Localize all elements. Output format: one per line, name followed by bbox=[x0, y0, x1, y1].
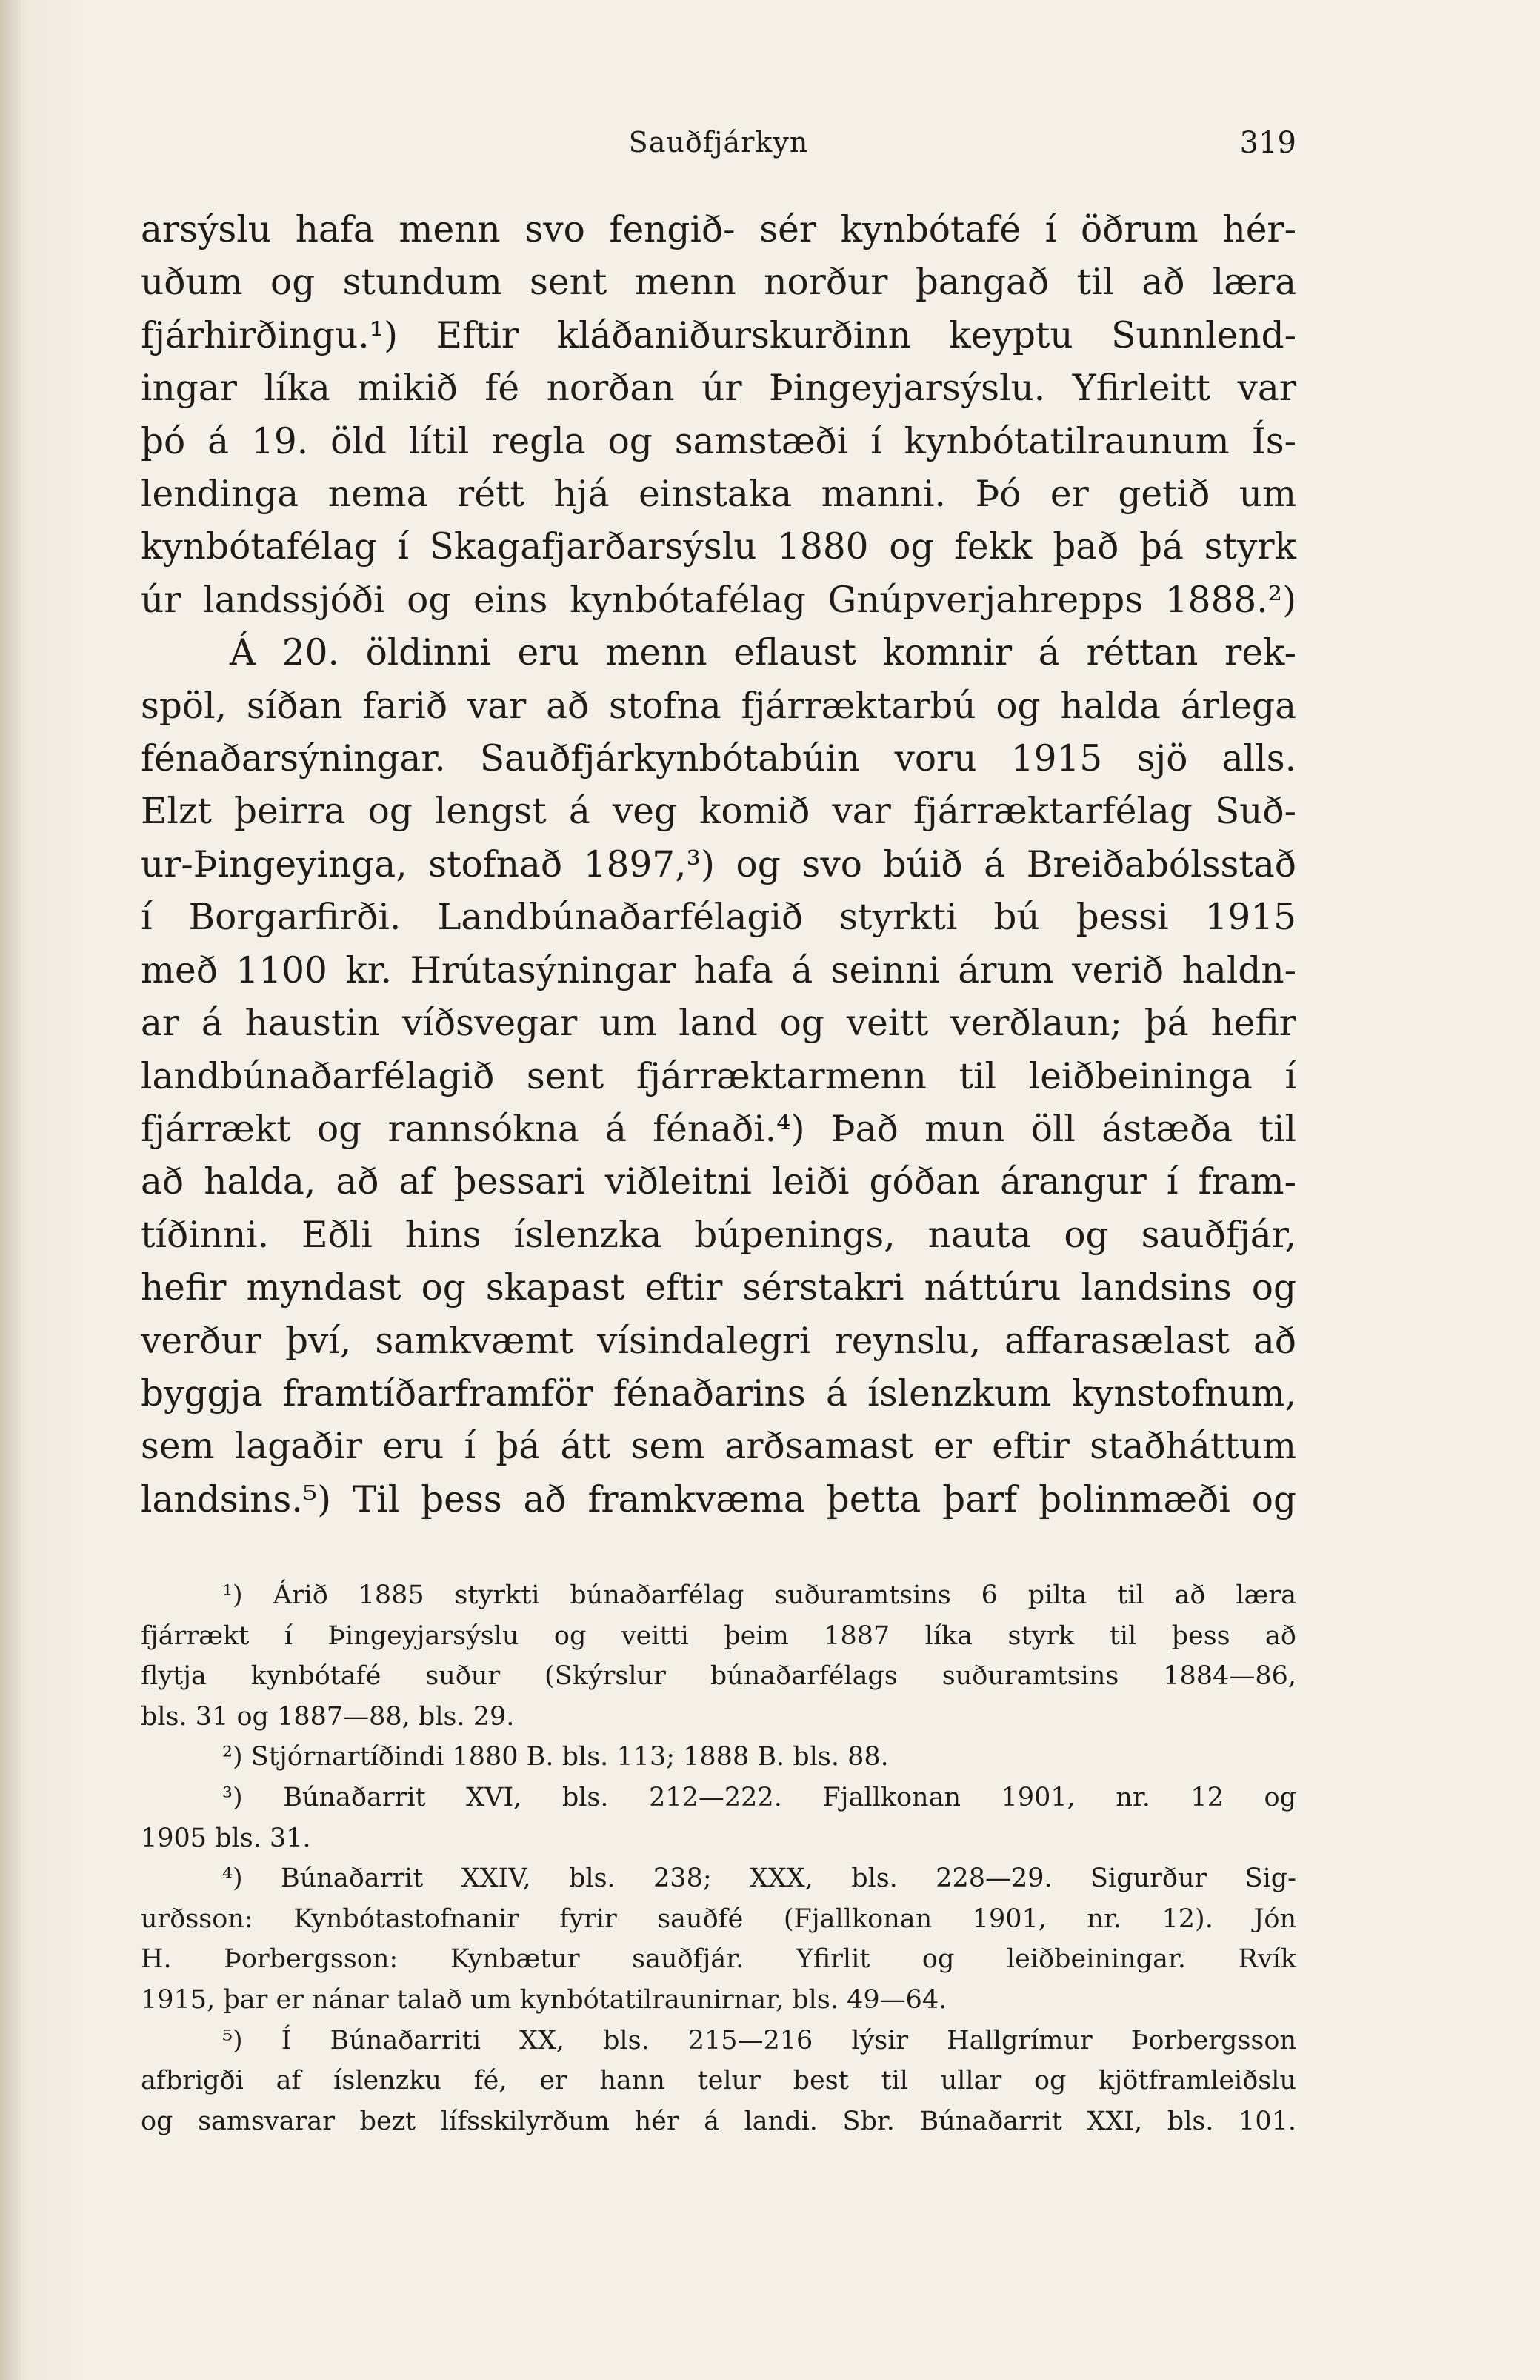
footnote-line: H. Þorbergsson: Kynbætur sauðfjár. Yfirlit og leiðbeiningar. Rvík bbox=[141, 1944, 1296, 1975]
footnote-line: fjárrækt í Þingeyjarsýslu og veitti þeim 1887 líka styrk til þess að bbox=[141, 1621, 1296, 1651]
footnote-line: urðsson: Kynbótastofnanir fyrir sauðfé (Fjallkonan 1901, nr. 12). Jón bbox=[141, 1904, 1296, 1934]
body-line: með 1100 kr. Hrútasýningar hafa á seinni árum verið haldn- bbox=[141, 949, 1296, 991]
body-line: landbúnaðarfélagið sent fjárræktarmenn til leiðbeininga í bbox=[141, 1055, 1296, 1097]
footnote-line: ²) Stjórnartíðindi 1880 B. bls. 113; 1888 B. bls. 88. bbox=[222, 1742, 889, 1772]
footnote-line: bls. 31 og 1887—88, bls. 29. bbox=[141, 1701, 515, 1732]
body-line: þó á 19. öld lítil regla og samstæði í kynbótatilraunum Ís- bbox=[141, 420, 1296, 462]
body-line: að halda, að af þessari viðleitni leiði góðan árangur í fram- bbox=[141, 1161, 1296, 1203]
footnote-1 bbox=[141, 1575, 1296, 1737]
body-text bbox=[141, 204, 1296, 1526]
footnote-line: 1915, þar er nánar talað um kynbótatilraunirnar, bls. 49—64. bbox=[141, 1984, 947, 2015]
body-line: fénaðarsýningar. Sauðfjárkynbótabúin voru 1915 sjö alls. bbox=[141, 738, 1296, 780]
footnote-3 bbox=[141, 1778, 1296, 1858]
body-line: úr landssjóði og eins kynbótafélag Gnúpverjahrepps 1888.²) bbox=[141, 579, 1296, 621]
body-line: Á 20. öldinni eru menn eflaust komnir á réttan rek- bbox=[230, 632, 1296, 674]
body-line: tíðinni. Eðli hins íslenzka búpenings, nauta og sauðfjár, bbox=[141, 1214, 1296, 1256]
footnote-line: ⁴) Búnaðarrit XXIV, bls. 238; XXX, bls. 228—29. Sigurður Sig- bbox=[222, 1864, 1296, 1894]
body-line: kynbótafélag í Skagafjarðarsýslu 1880 og fekk það þá styrk bbox=[141, 526, 1296, 568]
body-line: arsýslu hafa menn svo fengið- sér kynbótafé í öðrum hér- bbox=[141, 209, 1296, 250]
body-line: lendinga nema rétt hjá einstaka manni. Þó er getið um bbox=[141, 473, 1296, 516]
footnote-line: 1905 bls. 31. bbox=[141, 1823, 311, 1853]
body-line: uðum og stundum sent menn norður þangað til að læra bbox=[141, 262, 1296, 304]
body-line: verður því, samkvæmt vísindalegri reynslu, affarasælast að bbox=[141, 1320, 1296, 1362]
body-line: spöl, síðan farið var að stofna fjárræktarbú og halda árlega bbox=[141, 685, 1296, 727]
body-line: ingar líka mikið fé norðan úr Þingeyjarsýslu. Yfirleitt var bbox=[141, 368, 1296, 410]
body-line: Elzt þeirra og lengst á veg komið var fjárræktarfélag Suð- bbox=[141, 791, 1296, 833]
footnote-line: ³) Búnaðarrit XVI, bls. 212—222. Fjallkonan 1901, nr. 12 og bbox=[222, 1782, 1296, 1812]
body-line: sem lagaðir eru í þá átt sem arðsamast er eftir staðháttum bbox=[141, 1426, 1296, 1468]
page-number: 319 bbox=[1239, 126, 1296, 160]
footnote-line: flytja kynbótafé suður (Skýrslur búnaðarfélags suðuramtsins 1884—86, bbox=[141, 1661, 1296, 1692]
footnote-5 bbox=[141, 2021, 1296, 2142]
footnote-line: afbrigði af íslenzku fé, er hann telur best til ullar og kjötframleiðslu bbox=[141, 2066, 1296, 2096]
body-line: landsins.⁵) Til þess að framkvæma þetta þarf þolinmæði og bbox=[141, 1478, 1296, 1520]
footnote-line: ⁵) Í Búnaðarriti XX, bls. 215—216 lýsir Hallgrímur Þorbergsson bbox=[222, 2025, 1296, 2055]
running-header bbox=[141, 126, 1296, 170]
body-line: fjárhirðingu.¹) Eftir kláðaniðurskurðinn keyptu Sunnlend- bbox=[141, 314, 1296, 356]
body-line: ar á haustin víðsvegar um land og veitt verðlaun; þá hefir bbox=[141, 1003, 1296, 1045]
body-line: hefir myndast og skapast eftir sérstakri náttúru landsins og bbox=[141, 1267, 1296, 1309]
footnote-line: og samsvarar bezt lífsskilyrðum hér á landi. Sbr. Búnaðarrit XXI, bls. 101. bbox=[141, 2106, 1296, 2136]
footnotes bbox=[141, 1575, 1296, 2141]
page-spine-shadow bbox=[0, 0, 21, 2380]
footnote-line: ¹) Árið 1885 styrkti búnaðarfélag suðuramtsins 6 pilta til að læra bbox=[222, 1580, 1296, 1610]
body-line: í Borgarfirði. Landbúnaðarfélagið styrkti bú þessi 1915 bbox=[141, 897, 1296, 939]
running-title: Sauðfjárkyn bbox=[628, 126, 809, 159]
body-line: fjárrækt og rannsókna á fénaði.⁴) Það mun öll ástæða til bbox=[141, 1108, 1296, 1150]
body-line: byggja framtíðarframför fénaðarins á íslenzkum kynstofnum, bbox=[141, 1372, 1296, 1415]
footnote-2 bbox=[141, 1737, 1296, 1778]
body-line: ur-Þingeyinga, stofnað 1897,³) og svo búið á Breiðabólsstað bbox=[141, 843, 1296, 885]
footnote-4 bbox=[141, 1858, 1296, 2020]
